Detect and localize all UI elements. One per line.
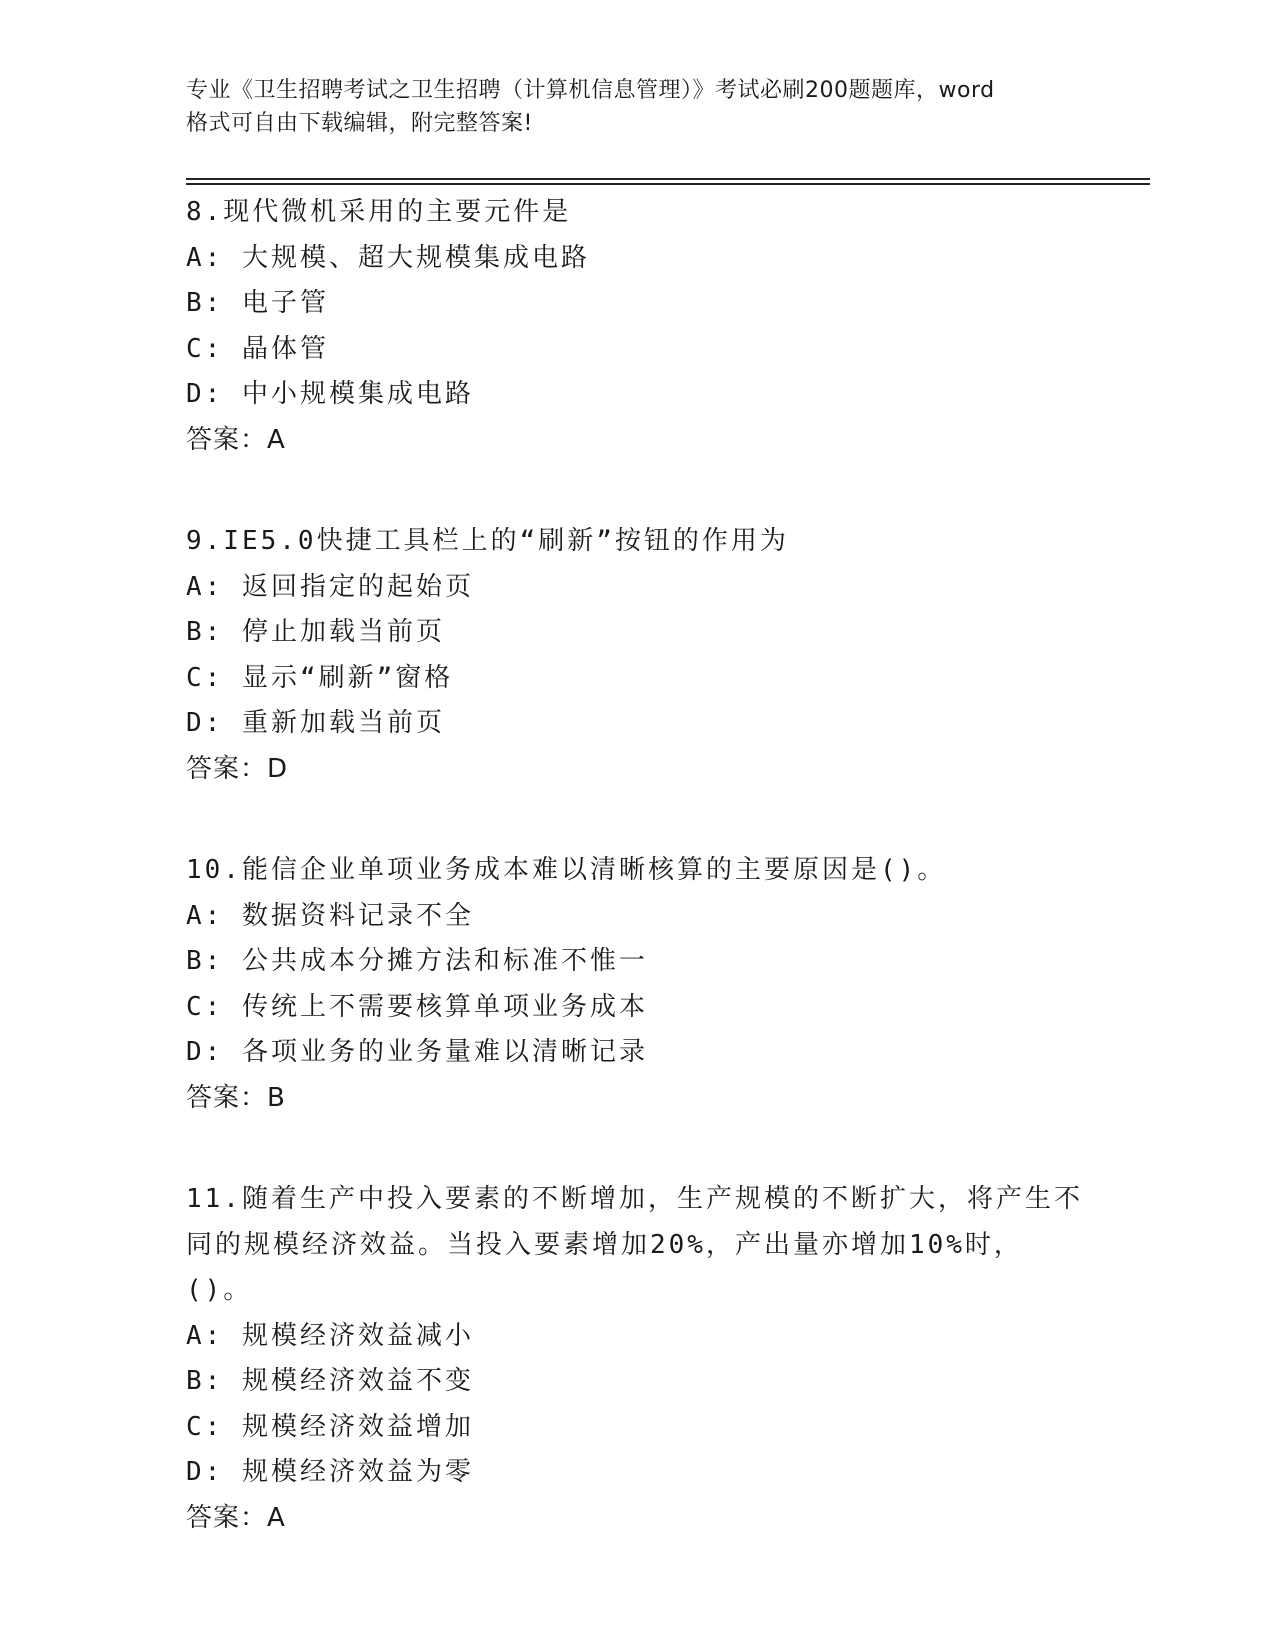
answer-text: 答案：A (186, 424, 286, 455)
option-d: D: 重新加载当前页 (186, 708, 445, 738)
option-a: A: 数据资料记录不全 (186, 900, 474, 931)
question-9 (186, 519, 1086, 792)
header-divider-bottom (186, 183, 1150, 185)
header-line-1: 专业《卫生招聘考试之卫生招聘（计算机信息管理）》考试必刷200题题库，word (186, 78, 995, 103)
option-b: B: 停止加载当前页 (186, 617, 445, 647)
option-c: C: 晶体管 (186, 333, 329, 364)
option-a: A: 规模经济效益减小 (186, 1320, 474, 1351)
question-10 (186, 848, 1086, 1121)
option-a: A: 大规模、超大规模集成电路 (186, 242, 590, 273)
option-d: D: 中小规模集成电路 (186, 379, 474, 409)
question-list (186, 190, 1086, 1597)
header-line-2: 格式可自由下载编辑，附完整答案! (186, 111, 533, 136)
option-c: C: 规模经济效益增加 (186, 1411, 474, 1442)
question-stem: 10.能信企业单项业务成本难以清晰核算的主要原因是()。 (186, 855, 947, 885)
header-divider-top (186, 178, 1150, 180)
option-d: D: 各项业务的业务量难以清晰记录 (186, 1037, 648, 1067)
question-8 (186, 190, 1086, 463)
question-stem: 9.IE5.0快捷工具栏上的“刷新”按钮的作用为 (186, 526, 789, 556)
answer-text: 答案：B (186, 1082, 286, 1113)
answer-text: 答案：A (186, 1502, 286, 1533)
option-b: B: 公共成本分摊方法和标准不惟一 (186, 946, 648, 976)
option-b: B: 电子管 (186, 288, 329, 318)
option-c: C: 显示“刷新”窗格 (186, 662, 454, 693)
question-stem-line-1: 11.随着生产中投入要素的不断增加，生产规模的不断扩大，将产生不 (186, 1184, 1083, 1214)
question-stem: 8.现代微机采用的主要元件是 (186, 197, 572, 227)
option-d: D: 规模经济效益为零 (186, 1457, 474, 1487)
option-c: C: 传统上不需要核算单项业务成本 (186, 991, 648, 1022)
option-a: A: 返回指定的起始页 (186, 571, 474, 602)
question-stem-line-2: 同的规模经济效益。当投入要素增加20%，产出量亦增加10%时，()。 (186, 1229, 1023, 1305)
question-11 (186, 1177, 1086, 1541)
answer-text: 答案：D (186, 753, 289, 784)
option-b: B: 规模经济效益不变 (186, 1366, 474, 1396)
document-header (186, 74, 1086, 140)
